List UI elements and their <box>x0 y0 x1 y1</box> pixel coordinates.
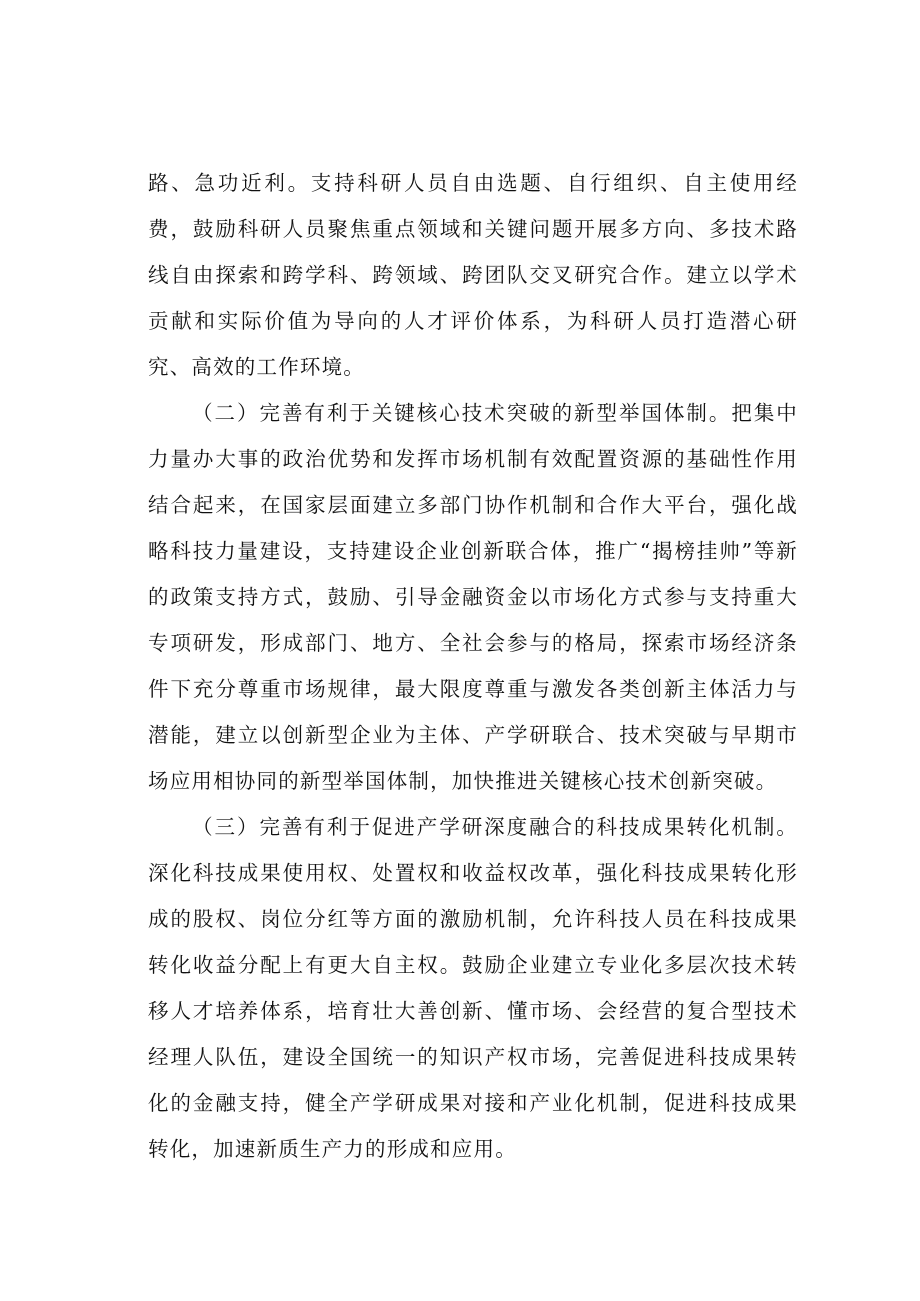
paragraph-continuation: 路、急功近利。支持科研人员自由选题、自行组织、自主使用经费，鼓励科研人员聚焦重点领域和关键问题开展多方向、多技术路线自由探索和跨学科、跨领域、跨团队交叉研究合作。建立以学术贡献和实际价值为导向的人才评价体系，为科研人员打造潜心研究、高效的工作环境。 <box>148 171 798 379</box>
document-body <box>148 160 798 1172</box>
paragraph-section-2: （二）完善有利于关键核心技术突破的新型举国体制。把集中力量办大事的政治优势和发挥市场机制有效配置资源的基础性作用结合起来，在国家层面建立多部门协作机制和合作大平台，强化战略科技力量建设，支持建设企业创新联合体，推广“揭榜挂帅”等新的政策支持方式，鼓励、引导金融资金以市场化方式参与支持重大专项研发，形成部门、地方、全社会参与的格局，探索市场经济条件下充分尊重市场规律，最大限度尊重与激发各类创新主体活力与潜能，建立以创新型企业为主体、产学研联合、技术突破与早期市场应用相协同的新型举国体制，加快推进关键核心技术创新突破。 <box>148 401 798 793</box>
paragraph-section-3: （三）完善有利于促进产学研深度融合的科技成果转化机制。深化科技成果使用权、处置权和收益权改革，强化科技成果转化形成的股权、岗位分红等方面的激励机制，允许科技人员在科技成果转化收益分配上有更大自主权。鼓励企业建立专业化多层次技术转移人才培养体系，培育壮大善创新、懂市场、会经营的复合型技术经理人队伍，建设全国统一的知识产权市场，完善促进科技成果转化的金融支持，健全产学研成果对接和产业化机制，促进科技成果转化，加速新质生产力的形成和应用。 <box>148 815 798 1161</box>
